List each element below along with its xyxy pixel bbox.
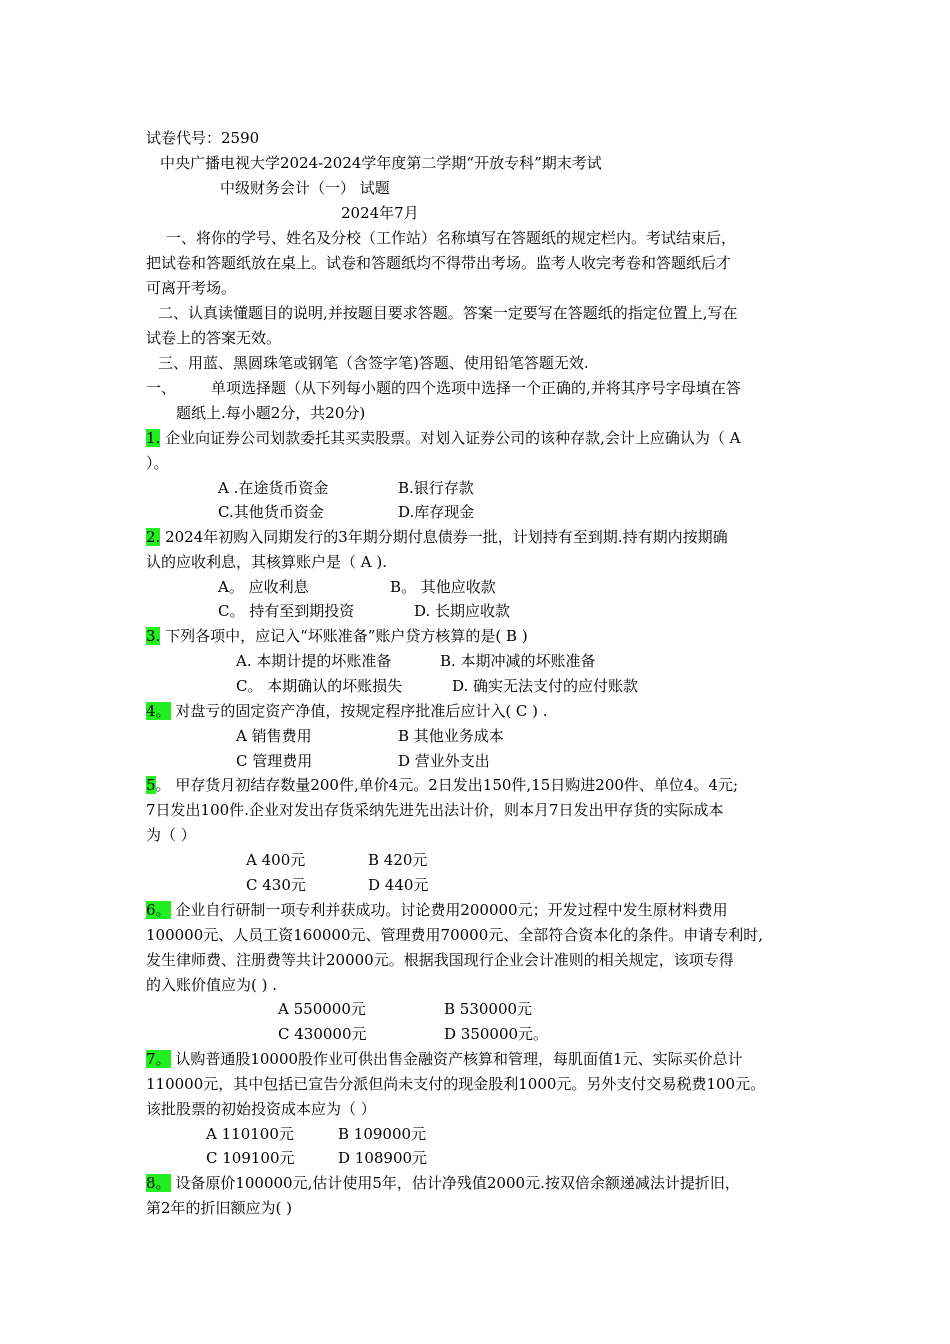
- question-6-option-d: D 350000元。: [444, 1025, 549, 1043]
- question-5-number: 5: [146, 776, 156, 794]
- question-7-option-a: A 110100元: [206, 1125, 294, 1143]
- question-6-line-4: 的入账价值应为( ) .: [146, 976, 278, 994]
- question-4-text: 对盘亏的固定资产净值，按规定程序批准后应计入( C ) .: [170, 702, 548, 720]
- question-7-option-c: C 109100元: [206, 1149, 295, 1167]
- question-5-line-3: 为（ ）: [146, 826, 196, 844]
- question-6-line-2: 100000元、人员工资160000元、管理费用70000元、全部符合资本化的条件。申请专利时,: [146, 926, 764, 944]
- question-4-option-d: D 营业外支出: [398, 752, 490, 770]
- instruction-1-line-3: 可离开考场。: [146, 279, 237, 297]
- question-5-line-1: [146, 775, 738, 795]
- question-5-line-2: 7日发出100件.企业对发出存货采纳先进先出法计价，则本月7日发出甲存货的实际成本: [146, 801, 724, 819]
- question-6-option-a: A 550000元: [278, 1000, 366, 1018]
- question-7-option-b: B 109000元: [338, 1125, 427, 1143]
- question-8-line-1: [146, 1173, 740, 1193]
- question-2-option-a: A。 应收利息: [218, 578, 309, 596]
- question-5-option-b: B 420元: [368, 851, 428, 869]
- instruction-2-line-2: 试卷上的答案无效。: [146, 329, 282, 347]
- question-1-option-b: B.银行存款: [398, 479, 474, 497]
- question-2-option-d: D. 长期应收款: [414, 602, 511, 620]
- question-5-option-c: C 430元: [246, 876, 306, 894]
- section-title-line-1: 单项选择题（从下列每小题的四个选项中选择一个正确的,并将其序号字母填在答: [211, 379, 741, 397]
- question-6-line-3: 发生律师费、注册费等共计20000元。根据我国现行企业会计准则的相关规定，该项专得: [146, 951, 734, 969]
- question-6-option-c: C 430000元: [278, 1025, 367, 1043]
- exam-code: 试卷代号：2590: [146, 129, 260, 147]
- question-1-line-2: ）。: [146, 454, 169, 472]
- question-5-option-a: A 400元: [246, 851, 306, 869]
- exam-date: 2024年7月: [341, 204, 419, 222]
- question-2-number: 2.: [146, 528, 161, 546]
- question-7-line-3: 该批股票的初始投资成本应为（ ）: [146, 1100, 376, 1118]
- question-1-line-1: [146, 428, 740, 448]
- question-3-option-a: A. 本期计提的坏账准备: [236, 652, 392, 670]
- question-4-number: 4。: [146, 702, 171, 720]
- question-7-number: 7。: [146, 1050, 171, 1068]
- question-7-text: 认购普通股10000股作业可供出售金融资产核算和管理，每肌面值1元、实际买价总计: [170, 1050, 743, 1068]
- instruction-1-line-2: 把试卷和答题纸放在桌上。试卷和答题纸均不得带出考场。监考人收完考卷和答题纸后才: [146, 254, 732, 272]
- question-5-option-d: D 440元: [368, 876, 429, 894]
- question-4-option-c: C 管理费用: [236, 752, 313, 770]
- question-4-option-b: B 其他业务成本: [398, 727, 504, 745]
- question-7-line-1: [146, 1049, 743, 1069]
- question-1-text: 企业向证券公司划款委托其买卖股票。对划入证券公司的该种存款,会计上应确认为（ A: [160, 429, 741, 447]
- instruction-2-line-1: 二、认真读懂题目的说明,并按题目要求答题。答案一定要写在答题纸的指定位置上,写在: [158, 304, 738, 322]
- question-4-option-a: A 销售费用: [236, 727, 312, 745]
- question-2-line-1: [146, 527, 728, 547]
- question-1-option-c: C.其他货币资金: [218, 503, 324, 521]
- question-3-option-c: C。 本期确认的坏账损失: [236, 677, 403, 695]
- question-6-option-b: B 530000元: [444, 1000, 533, 1018]
- question-1-option-a: A .在途货币资金: [218, 479, 329, 497]
- question-2-text: 2024年初购入同期发行的3年期分期付息债券一批，计划持有至到期.持有期内按期确: [160, 528, 728, 546]
- question-6-number: 6。: [146, 901, 171, 919]
- question-8-text: 设备原价100000元,估计使用5年，估计净残值2000元.按双倍余额递减法计提折旧，: [170, 1174, 740, 1192]
- question-7-line-2: 110000元，其中包括已宣告分派但尚未支付的现金股利1000元。另外支付交易税费100元。: [146, 1075, 766, 1093]
- question-5-text: 。 甲存货月初结存数量200件,单价4元。2日发出150件,15日购进200件、单位4。4元;: [155, 776, 739, 794]
- question-6-text: 企业自行研制一项专利并获成功。讨论费用200000元；开发过程中发生原材料费用: [170, 901, 728, 919]
- question-2-option-b: B。 其他应收款: [390, 578, 496, 596]
- exam-subject: 中级财务会计（一） 试题: [220, 179, 390, 197]
- question-1-option-d: D.库存现金: [398, 503, 475, 521]
- question-3-number: 3.: [146, 627, 161, 645]
- section-title-line-2: 题纸上.每小题2分，共20分): [176, 404, 366, 422]
- question-3-option-b: B. 本期冲减的坏账准备: [440, 652, 596, 670]
- question-8-line-2: 第2年的折旧额应为( ): [146, 1199, 293, 1217]
- question-3-line-1: [146, 626, 528, 646]
- question-2-line-2: 认的应收利息，其核算账户是（ A ).: [146, 553, 387, 571]
- question-3-text: 下列各项中，应记入“坏账准备”账户贷方核算的是( B ): [160, 627, 528, 645]
- instruction-1-line-1: 一、将你的学号、姓名及分校（工作站）名称填写在答题纸的规定栏内。考试结束后，: [166, 229, 737, 247]
- question-6-line-1: [146, 900, 728, 920]
- instruction-3-line-1: 三、用蓝、黑圆珠笔或钢笔（含签字笔)答题、使用铅笔答题无效.: [158, 354, 589, 372]
- question-3-option-d: D. 确实无法支付的应付账款: [452, 677, 639, 695]
- question-4-line-1: [146, 701, 548, 721]
- question-1-number: 1.: [146, 429, 161, 447]
- question-2-option-c: C。 持有至到期投资: [218, 602, 355, 620]
- exam-school-title: 中央广播电视大学2024-2024学年度第二学期“开放专科”期末考试: [160, 154, 602, 172]
- question-8-number: 8。: [146, 1174, 171, 1192]
- question-7-option-d: D 108900元: [338, 1149, 428, 1167]
- section-number: 一、: [146, 379, 177, 397]
